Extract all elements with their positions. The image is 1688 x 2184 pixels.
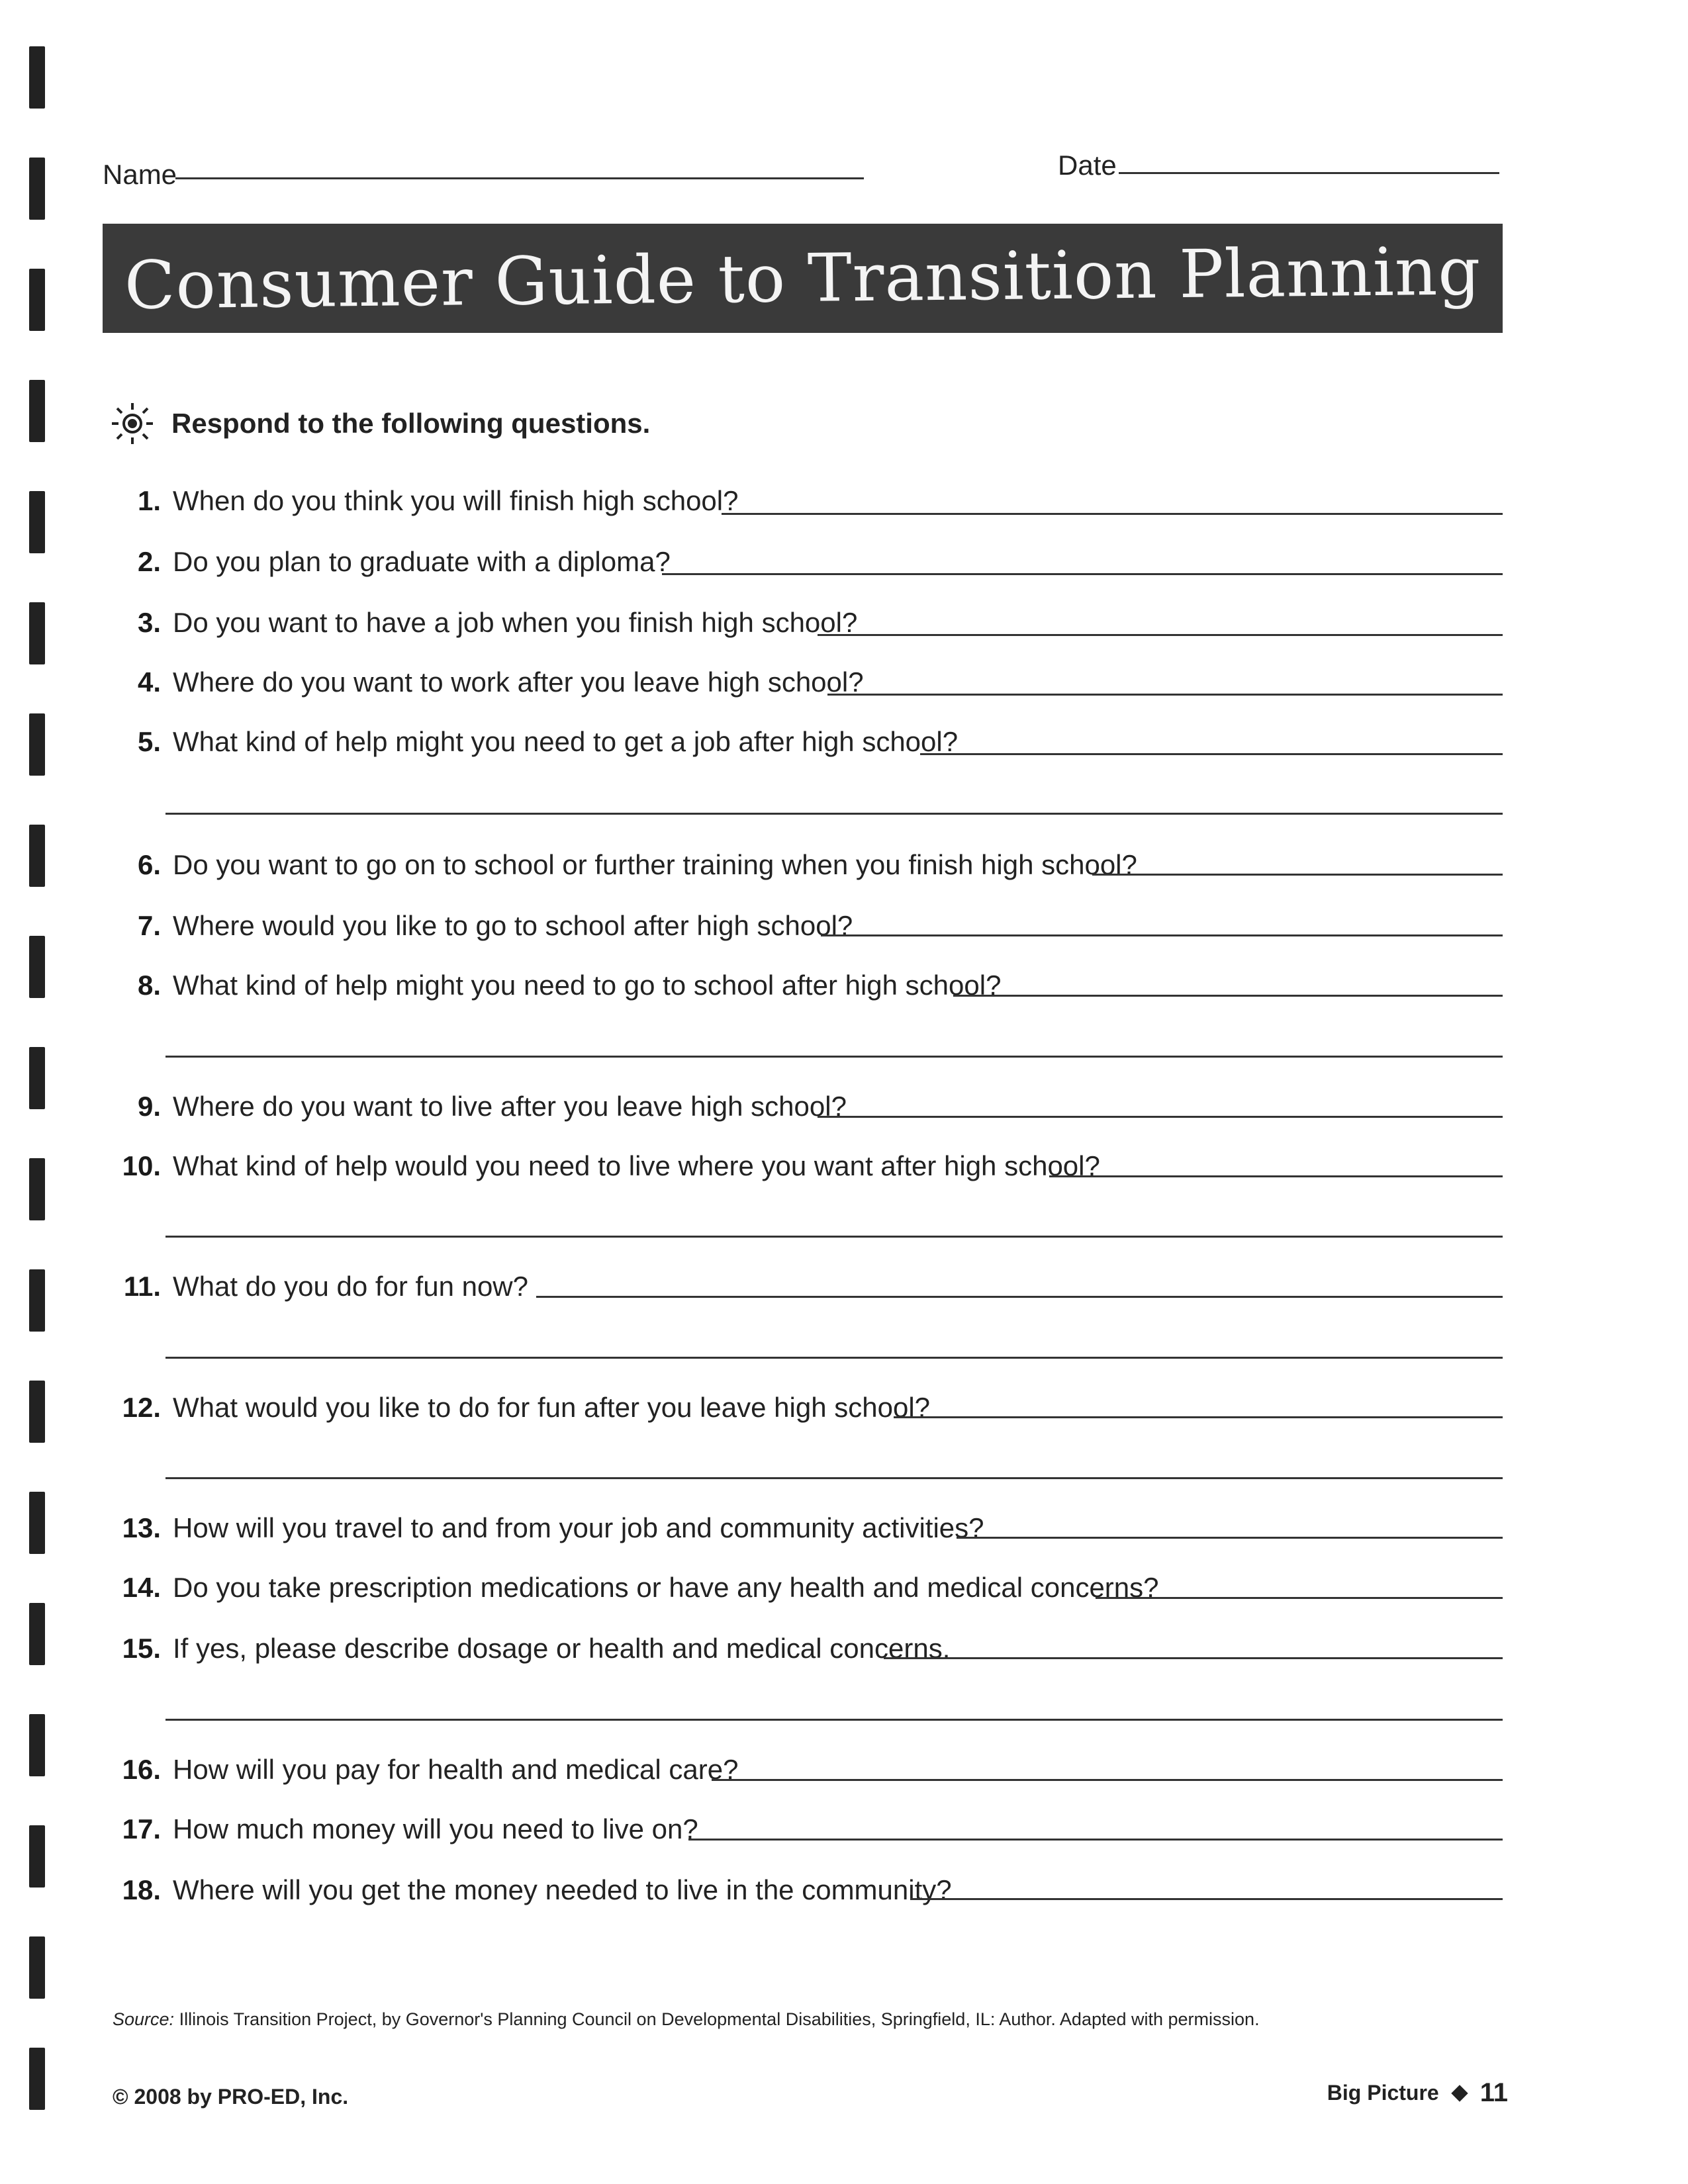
question-18 [109, 1874, 952, 1914]
answer-line-1[interactable] [722, 513, 1503, 515]
binding-hole [29, 1936, 45, 1999]
binding-hole [29, 46, 45, 109]
question-16 [109, 1754, 738, 1794]
question-10 [109, 1150, 1100, 1190]
answer-line-5-extra[interactable] [165, 813, 1503, 815]
date-label: Date [1058, 150, 1117, 181]
question-number: 1. [137, 485, 161, 516]
question-4 [109, 666, 864, 706]
question-5 [109, 726, 958, 766]
date-answer-line[interactable] [1119, 172, 1499, 174]
binding-hole [29, 269, 45, 331]
question-text: What kind of help might you need to go to school after high school? [173, 970, 1002, 1001]
binding-hole [29, 713, 45, 776]
question-text: What kind of help would you need to live where you want after high school? [173, 1150, 1100, 1181]
source-label: Source: [113, 2009, 175, 2029]
answer-line-7[interactable] [821, 934, 1503, 936]
binding-hole [29, 1158, 45, 1220]
diamond-icon [1451, 2085, 1468, 2101]
question-text: Where will you get the money needed to live in the community? [173, 1874, 952, 1905]
binding-hole [29, 936, 45, 998]
question-text: Where do you want to work after you leave high school? [173, 666, 864, 698]
question-number: 8. [137, 970, 161, 1001]
source-text: Illinois Transition Project, by Governor's Planning Council on Developmental Disabilities, Springfield, IL: Author. Adapted with permission. [179, 2009, 1260, 2029]
binding-hole [29, 1269, 45, 1332]
sun-icon [109, 400, 156, 447]
question-3 [109, 607, 857, 647]
binding-hole [29, 825, 45, 887]
question-14 [109, 1572, 1159, 1612]
answer-line-18[interactable] [910, 1898, 1503, 1900]
answer-line-13[interactable] [957, 1537, 1503, 1539]
page-footer [1327, 2078, 1508, 2108]
answer-line-17[interactable] [688, 1839, 1503, 1841]
question-8 [109, 970, 1001, 1009]
instruction [109, 397, 650, 450]
question-text: What would you like to do for fun after you leave high school? [173, 1392, 931, 1423]
question-1 [109, 485, 738, 525]
question-text: What kind of help might you need to get a job after high school? [173, 726, 959, 757]
copyright: © 2008 by PRO-ED, Inc. [113, 2085, 349, 2109]
question-text: Do you take prescription medications or have any health and medical concerns? [173, 1572, 1159, 1603]
question-number: 2. [137, 546, 161, 577]
book-title: Big Picture [1327, 2081, 1439, 2105]
instruction-text: Respond to the following questions. [171, 408, 651, 439]
binding-hole [29, 1714, 45, 1776]
name-answer-line[interactable] [175, 177, 864, 179]
question-number: 14. [122, 1572, 161, 1603]
question-17 [109, 1813, 698, 1853]
question-text: Where do you want to live after you leave high school? [173, 1091, 847, 1122]
question-text: What do you do for fun now? [173, 1271, 528, 1302]
answer-line-6[interactable] [1092, 874, 1503, 876]
question-13 [109, 1512, 984, 1552]
binding-hole [29, 491, 45, 553]
answer-line-11-extra[interactable] [165, 1357, 1503, 1359]
answer-line-9[interactable] [818, 1116, 1503, 1118]
question-number: 7. [137, 910, 161, 941]
answer-line-8-extra[interactable] [165, 1056, 1503, 1058]
question-number: 9. [137, 1091, 161, 1122]
question-number: 3. [137, 607, 161, 638]
answer-line-12[interactable] [894, 1416, 1503, 1418]
question-text: Where would you like to go to school after high school? [173, 910, 853, 941]
question-number: 16. [122, 1754, 161, 1785]
binding-hole [29, 2048, 45, 2110]
question-number: 10. [122, 1150, 161, 1181]
page-title: Consumer Guide to Transition Planning [124, 232, 1481, 324]
answer-line-16[interactable] [712, 1779, 1503, 1781]
answer-line-10[interactable] [1049, 1175, 1503, 1177]
question-number: 6. [137, 849, 161, 880]
answer-line-15[interactable] [884, 1657, 1503, 1659]
question-number: 13. [122, 1512, 161, 1543]
question-12 [109, 1392, 930, 1432]
answer-line-5[interactable] [920, 753, 1503, 755]
question-text: How will you pay for health and medical care? [173, 1754, 739, 1785]
question-11 [109, 1271, 528, 1310]
question-7 [109, 910, 853, 950]
question-number: 5. [137, 726, 161, 757]
question-number: 4. [137, 666, 161, 698]
answer-line-10-extra[interactable] [165, 1236, 1503, 1238]
question-number: 15. [122, 1633, 161, 1664]
answer-line-14[interactable] [1096, 1597, 1503, 1599]
question-6 [109, 849, 1137, 889]
answer-line-8[interactable] [953, 995, 1503, 997]
binding-hole [29, 380, 45, 442]
answer-line-11[interactable] [536, 1296, 1503, 1298]
question-9 [109, 1091, 847, 1130]
question-text: How much money will you need to live on? [173, 1813, 698, 1844]
binding-hole [29, 158, 45, 220]
question-number: 17. [122, 1813, 161, 1844]
title-banner [103, 224, 1503, 333]
binding-hole [29, 1047, 45, 1109]
answer-line-12-extra[interactable] [165, 1477, 1503, 1479]
answer-line-15-extra[interactable] [165, 1719, 1503, 1721]
binding-hole [29, 1603, 45, 1665]
question-text: How will you travel to and from your job and community activities? [173, 1512, 984, 1543]
answer-line-2[interactable] [662, 573, 1503, 575]
question-text: Do you plan to graduate with a diploma? [173, 546, 671, 577]
question-text: Do you want to go on to school or further training when you finish high school? [173, 849, 1137, 880]
binding-hole [29, 1492, 45, 1554]
source-note [113, 2009, 1260, 2030]
name-label: Name [103, 159, 177, 190]
question-number: 18. [122, 1874, 161, 1905]
question-number: 12. [122, 1392, 161, 1423]
question-15 [109, 1633, 950, 1672]
answer-line-4[interactable] [827, 694, 1503, 696]
question-text: Do you want to have a job when you finish high school? [173, 607, 858, 638]
binding-hole [29, 1381, 45, 1443]
binding-hole [29, 1825, 45, 1888]
binding-hole [29, 602, 45, 664]
page-number: 11 [1479, 2078, 1508, 2107]
answer-line-3[interactable] [818, 634, 1503, 636]
question-text: If yes, please describe dosage or health and medical concerns. [173, 1633, 951, 1664]
question-2 [109, 546, 671, 586]
question-text: When do you think you will finish high school? [173, 485, 739, 516]
question-number: 11. [123, 1271, 161, 1302]
